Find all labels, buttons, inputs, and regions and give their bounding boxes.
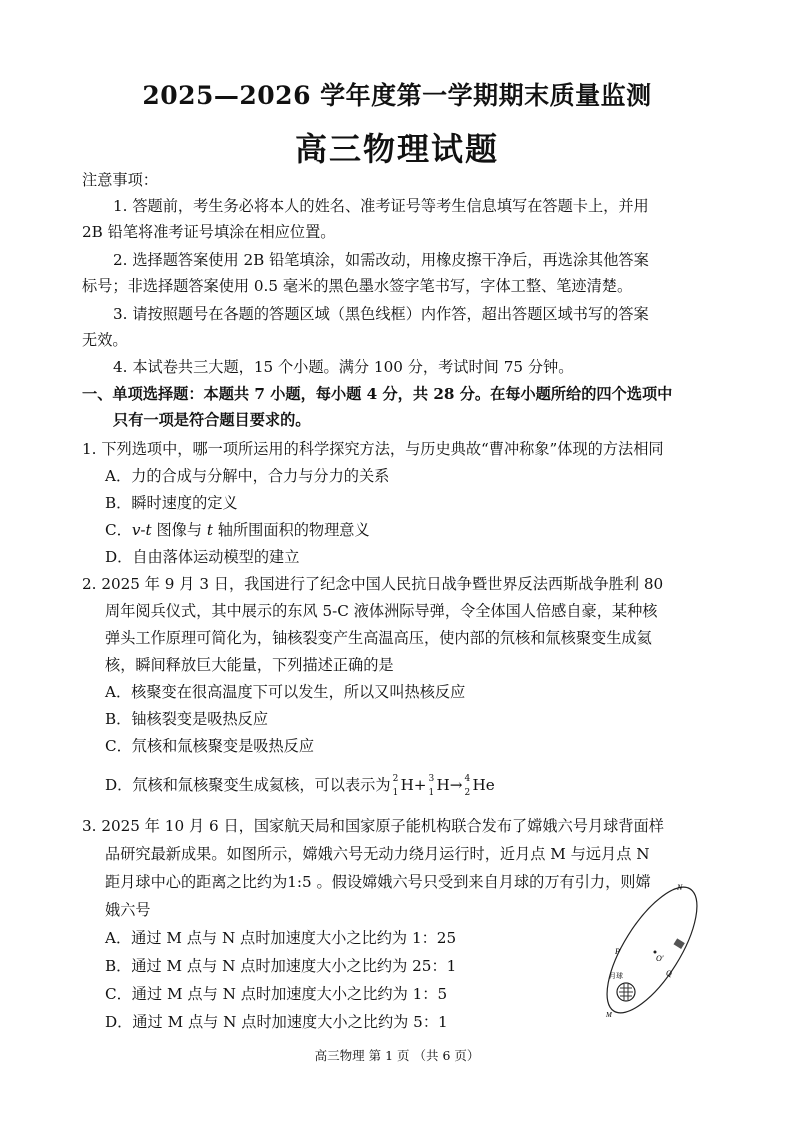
section-heading-cont: 只有一项是符合题目要求的。 xyxy=(113,411,311,429)
question-1-option-a: A．力的合成与分解中，合力与分力的关系 xyxy=(105,467,390,485)
spacecraft-icon xyxy=(673,938,684,949)
notice-item-2: 2. 选择题答案使用 2B 铅笔填涂，如需改动，用橡皮擦干净后，再选涂其他答案 xyxy=(113,251,649,269)
question-2-stem-3: 弹头工作原理可简化为，铀核裂变产生高温高压，使内部的氘核和氚核聚变生成氦 xyxy=(105,629,652,647)
deuterium-symbol: 2 1 H+ xyxy=(392,774,427,798)
section-heading: 一、单项选择题：本题共 7 小题，每小题 4 分，共 28 分。在每小题所给的四个选项中 xyxy=(82,385,673,403)
label-n: N xyxy=(677,883,683,892)
question-3-stem-1: 3. 2025 年 10 月 6 日，国家航天局和国家原子能机构联合发布了嫦娥六号月球背面样 xyxy=(82,817,664,835)
notice-item-1-cont: 2B 铅笔将准考证号填涂在相应位置。 xyxy=(82,223,336,241)
question-3-stem-3: 距月球中心的距离之比约为1:5 。假设嫦娥六号只受到来自月球的万有引力，则嫦 xyxy=(105,873,651,891)
tritium-symbol: 3 1 H xyxy=(428,774,450,798)
question-1-option-d: D．自由落体运动模型的建立 xyxy=(105,548,300,566)
orbit-ellipse xyxy=(596,880,706,1026)
label-m: M xyxy=(606,1011,612,1019)
label-moon: 月球 xyxy=(609,972,623,980)
notice-item-4: 4. 本试卷共三大题，15 个小题。满分 100 分，考试时间 75 分钟。 xyxy=(113,358,574,376)
question-2-option-d: D．氘核和氚核聚变生成氦核，可以表示为 2 1 H+ 3 1 H→ 4 2 He xyxy=(105,774,495,798)
notice-item-1: 1. 答题前，考生务必将本人的姓名、准考证号等考生信息填写在答题卡上，并用 xyxy=(113,197,649,215)
exam-subject-title: 高三物理试题 xyxy=(294,130,499,168)
question-2-option-c: C．氘核和氚核聚变是吸热反应 xyxy=(105,737,315,755)
notice-item-2-cont: 标号；非选择题答案使用 0.5 毫米的黑色墨水签字笔书写，字体工整、笔迹清楚。 xyxy=(82,277,633,295)
question-1-option-c: C．v-t 图像与 t 轴所围面积的物理意义 xyxy=(105,521,370,539)
label-o: O′ xyxy=(656,954,664,963)
question-2-stem-1: 2. 2025 年 9 月 3 日，我国进行了纪念中国人民抗日战争暨世界反法西斯战争胜利 80 xyxy=(82,575,664,593)
question-3-stem-2: 品研究最新成果。如图所示，嫦娥六号无动力绕月运行时，近月点 M 与远月点 N xyxy=(105,845,650,863)
question-2-stem-2: 周年阅兵仪式，其中展示的东风 5-C 液体洲际导弹，令全体国人倍感自豪，某种核 xyxy=(105,602,658,620)
page-footer: 高三物理 第 1 页 （共 6 页） xyxy=(314,1048,480,1063)
label-p: P xyxy=(615,947,620,956)
question-3-option-a: A．通过 M 点与 N 点时加速度大小之比约为 1：25 xyxy=(105,929,457,947)
orbit-figure xyxy=(596,880,706,1030)
notice-heading: 注意事项： xyxy=(82,171,158,189)
question-2-stem-4: 核，瞬间释放巨大能量，下列描述正确的是 xyxy=(105,656,394,674)
label-q: Q xyxy=(666,969,672,978)
question-3-option-d: D．通过 M 点与 N 点时加速度大小之比约为 5：1 xyxy=(105,1013,448,1031)
question-3-option-c: C．通过 M 点与 N 点时加速度大小之比约为 1：5 xyxy=(105,985,448,1003)
reaction-arrow: → xyxy=(449,776,463,794)
helium-symbol: 4 2 He xyxy=(464,774,495,798)
question-3-stem-4: 娥六号 xyxy=(105,901,151,919)
question-2-option-b: B．铀核裂变是吸热反应 xyxy=(105,710,269,728)
exam-title: 2025—2026 学年度第一学期期末质量监测 xyxy=(142,81,652,110)
question-1-stem: 1. 下列选项中，哪一项所运用的科学探究方法，与历史典故“曹冲称象”体现的方法相同 xyxy=(82,440,664,458)
notice-item-3: 3. 请按照题号在各题的答题区域（黑色线框）内作答，超出答题区域书写的答案 xyxy=(113,305,649,323)
notice-item-3-cont: 无效。 xyxy=(82,331,128,349)
question-3-option-b: B．通过 M 点与 N 点时加速度大小之比约为 25：1 xyxy=(105,957,457,975)
question-1-option-b: B．瞬时速度的定义 xyxy=(105,494,238,512)
question-2-option-a: A．核聚变在很高温度下可以发生，所以又叫热核反应 xyxy=(105,683,466,701)
